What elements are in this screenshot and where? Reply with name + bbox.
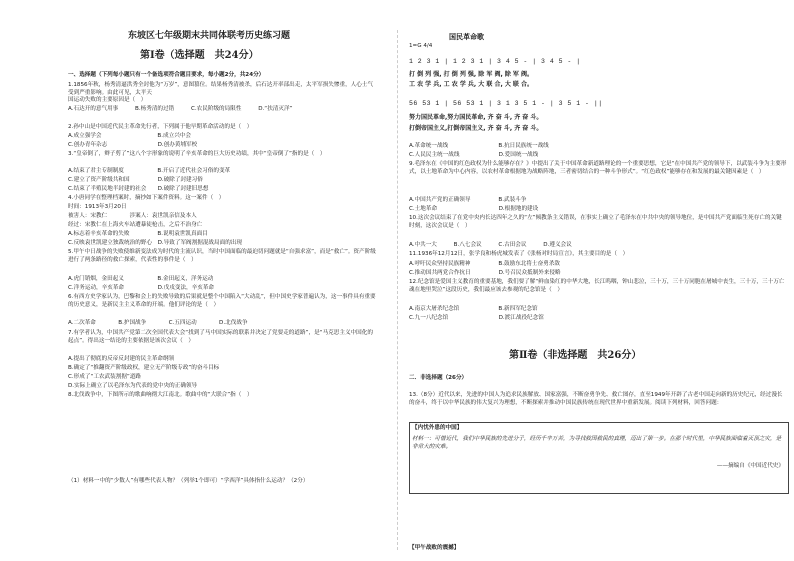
q4-time: 时间：1913年3月20日 [68, 204, 127, 210]
choice-instructions: 一、选择题（下列每小题只有一个备选项符合题目要求，每小题2分，共24分） [68, 72, 265, 78]
q4-options-ab: A.标志着辛亥革命的失败 B.说明袁世凯真面目 [68, 231, 208, 237]
q9-options-cd: C.土地革命 D.根据地的建设 [409, 206, 539, 212]
material-heading-2: 【甲午战败的震撼】 [409, 545, 460, 551]
section-1-heading: 第Ⅰ卷（选择题 共24分） [140, 50, 259, 61]
q3-options-extra: C.结束了半殖民地半封建的社会 D.破除了封建旧思想 [68, 186, 209, 192]
q8-options-cd: C.人民民主统一战线 D.爱国统一战线 [409, 152, 539, 158]
q9-stem: 9.毛泽东在《中国的红色政权为什么能够存在？》中提出了关于中国革命新道路理论的一个重要思想，它是“在中国共产党的领导下，以武装斗争为主要形式，以土地革命为中心内容，以农村革命根据地为战略阵地，三者密切结合的一种斗争形式”。“红色政权”能够存在和发展的最关键因素是（ ） [409, 161, 787, 175]
q5-options-ab: A.虎门销烟，金田起义 B.金田起义，洋务运动 [68, 276, 214, 282]
q11-options-ab: A.呼吁民众坚持民族精神 B.鼓励东北将士奋勇杀敌 [409, 261, 560, 267]
q7-option-a: A.提出了彻底的反帝反封建的民主革命纲领 [68, 356, 175, 362]
q1-options: A.石达开的意气用事 B.杨秀清的过错 C.农民阶级的局限性 D.“扶清灭洋” [68, 106, 293, 112]
q10-options: A.中共一大 B.八七会议 C.古田会议 D.遵义会议 [409, 242, 572, 248]
q5-stem: 5.甲午中日战争的失败使维新变法成为时代的主流认识，当时中国面临的最迫切问题就是“自强求富”，而是“救亡”。资产阶级进行了两条路径的救亡探索，代表性的事件是（ ） [68, 249, 376, 263]
song-lyrics-1b: 工 农 学 兵, 工 农 学 兵, 大 联 合, 大 联 合。 [409, 81, 533, 88]
q3-options-cd: C.建立了资产阶级共和国 D.破除了封建习俗 [68, 177, 203, 183]
q10-stem: 10.这次会议结束了在党中央内长达四年之久的“左”倾教条主义错误，在事实上确立了毛泽东在中共中央的领导地位，是中国共产党面临生死存亡的关键时刻，这次会议是（ ） [409, 215, 782, 229]
exam-title: 东坡区七年级期末共同体联考历史练习题 [128, 31, 291, 41]
material-heading-1: 【内忧外患的中国】 [412, 425, 463, 431]
q7-option-d: D.实际上确立了以毛泽东为代表的党中央的正确领导 [68, 383, 198, 389]
song-key: 1=G 4/4 [409, 43, 433, 49]
section-2-heading: 第Ⅱ卷（非选择题 共26分） [509, 350, 642, 361]
q1-stem-end: 国运动失败的主要原因是（ ） [68, 97, 147, 103]
q13-stem: 13.（8分）近代以来，先进的中国人为追求民族解放、国家富强，不断奋勇争先、救亡图存，直至1949年开辟了古老中国走向新的历史纪元，经过漫长的奋斗，终于以中华民族的伟大复兴为理想，不断探索并推动中国民族传统在现代世界中重新发展。阅读下列材料，回答问题： [409, 392, 783, 406]
q4-stem: 4.小唐同学在整理档案时，摘抄如下案件资料。这一案件（ ） [68, 195, 225, 201]
q11-options-cd: C.推动国共两党合作抗日 D.号召民众抵制外来侵略 [409, 270, 561, 276]
song-lyrics-2a: 努力国民革命,努力国民革命, 齐 奋 斗, 齐 奋 斗。 [409, 114, 543, 121]
q12-options-cd: C.九一八纪念馆 D.渡江战役纪念馆 [409, 315, 544, 321]
q11-stem: 11.1936年12月12日，张学良和杨虎城发表了《张杨对时局宣言》，其主要目的是（ ） [409, 251, 629, 257]
q12-stem: 12.纪念馆是爱国主义教育的重要基地，我们要了解“鲜血染红的中华大地，长江呜咽，钟山悲泣，三十万，三十万同胞在屠城中丧生，三十万，三十万亡魂在地里哭泣”这段历史，我们最应该去参观的纪念馆是（ ） [409, 279, 785, 293]
q2-options-ab: A.成立强学会 B.成立兴中会 [68, 133, 191, 139]
q2-options-cd: C.创办青年杂志 D.创办黄埔军校 [68, 142, 198, 148]
q8-options-ab: A.革命统一战线 B.抗日民族统一战线 [409, 143, 549, 149]
q4-event: 经过：宋教仁在上海火车站遭暴徒枪击，之后不治身亡 [68, 222, 203, 228]
q8-stem: 8.北伐战争中，下图所示的歌曲响彻大江南北。歌曲中的“大联合”指（ ） [68, 392, 253, 398]
material-1-text: 材料一：可惜近代，我们中华民族的先进分子，经历千辛万苦，为寻找救国救民的真理，迈出了第一步。在那个时代里，中华民族面临着灭顶之灾，是非常大的灾难。 [412, 436, 782, 450]
right-column [397, 0, 794, 561]
q3-stem: 3.“皇帝倒了，辫子剪了”这八个字形象的说明了辛亥革命的巨大历史功绩，其中“皇帝倒了”指的是（ ） [68, 151, 326, 157]
q9-options-ab: A.中国共产党的正确领导 B.武装斗争 [409, 197, 527, 203]
q7-option-c: C.形成了“工农武装割据”道路 [68, 374, 142, 380]
q5-options-cd: C.洋务运动，辛亥革命 D.戊戌变法，辛亥革命 [68, 285, 215, 291]
non-choice-heading: 二．非选择题（26分） [409, 375, 468, 381]
q7-option-b: B.确定了“推翻资产阶级政权，建立无产阶级专政”的奋斗目标 [68, 365, 220, 371]
q13-sub1: （1）材料一中的“少数人”有哪些代表人物？（列举1个即可）“学西洋”具体指什么运动？（2分） [68, 478, 309, 484]
q3-options-ab: A.结束了君主专制制度 B.开启了近代社会习俗的变革 [68, 168, 231, 174]
song-lyrics-1a: 打 倒 列 强, 打 倒 列 强, 除 军 阀, 除 军 阀。 [409, 71, 533, 78]
song-notes-2: 56 53 1 | 56 53 1 | 3 1 3 5 1 - | 3 5 1 - || [409, 100, 603, 107]
song-title: 国民革命歌 [449, 32, 484, 41]
q6-options: A.二次革命 B.护国战争 C.五四运动 D.北伐战争 [68, 320, 248, 326]
q6-stem: 6.有西方史学家认为，巴黎和会上的失败导致的后果就是整个中国陷入“大动乱”，但中国史学家普遍认为，这一事件具有重要的历史意义，是新民主主义革命的开端。他们评论的是（ ） [68, 294, 376, 308]
song-lyrics-2b: 打倒帝国主义,打倒帝国主义, 齐 奋 斗, 齐 奋 斗。 [409, 125, 543, 132]
q2-stem: 2.孙中山是中国近代民主革命先行者，下列属于他早期革命活动的是（ ） [68, 124, 253, 130]
material-box-1 [409, 422, 789, 494]
song-notes-1: 1 2 3 1 | 1 2 3 1 | 3 4 5 - | 3 4 5 - | [409, 58, 581, 65]
q12-options-ab: A.南京大屠杀纪念馆 B.新四军纪念馆 [409, 306, 538, 312]
q7-stem: 7.有学者认为，中国共产党第二次全国代表大会“找到了马中国实际的联系并决定了党要走的道路”，是“马克思主义中国化的起点”。得出这一结论的主要依据是该次会议（ ） [68, 330, 373, 344]
material-1-source: ——摘编自《中国近代史》 [716, 463, 784, 469]
q4-options-cd: C.反映袁世凯建立独裁统治的野心 D.导致了军阀割据混战局面的出现 [68, 240, 242, 246]
q1-stem: 1.1856年秋，杨秀清逼洪秀全封他为“万岁”，意图篡位。结果杨秀清被杀，后石达开率部出走，太平军损失惨重，人心士气受到严重影响。由此可见，太平天 [68, 82, 374, 96]
q4-people: 被害人：宋教仁 涉案人：袁世凯亲信及本人 [68, 213, 197, 219]
